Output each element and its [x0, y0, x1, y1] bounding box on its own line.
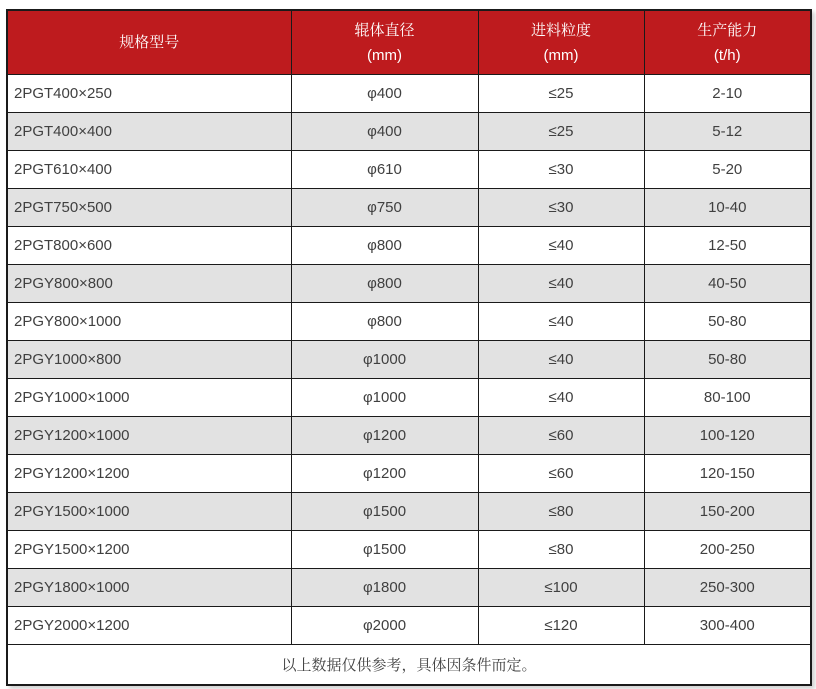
cell-model: 2PGY800×800: [7, 265, 291, 303]
cell-model: 2PGT750×500: [7, 189, 291, 227]
cell-feed-size: ≤30: [478, 151, 644, 189]
cell-feed-size: ≤40: [478, 227, 644, 265]
header-model: [7, 10, 291, 75]
cell-capacity: 50-80: [644, 341, 811, 379]
cell-feed-size: ≤40: [478, 265, 644, 303]
cell-capacity: 40-50: [644, 265, 811, 303]
cell-roller-diameter: φ750: [291, 189, 478, 227]
cell-capacity: 250-300: [644, 569, 811, 607]
cell-model: 2PGY1500×1200: [7, 531, 291, 569]
cell-roller-diameter: φ1500: [291, 531, 478, 569]
header-roller-diameter-unit: (mm): [367, 46, 402, 64]
cell-model: 2PGT610×400: [7, 151, 291, 189]
table-row: [7, 303, 811, 341]
cell-roller-diameter: φ1000: [291, 341, 478, 379]
cell-feed-size: ≤40: [478, 379, 644, 417]
header-feed-size-unit: (mm): [543, 46, 579, 64]
header-feed-size: [478, 10, 644, 75]
cell-capacity: 150-200: [644, 493, 811, 531]
table-row: [7, 75, 811, 113]
header-feed-size-label: 进料粒度: [530, 21, 591, 39]
table-row: [7, 569, 811, 607]
spec-table: [6, 9, 812, 686]
header-roller-diameter-label: 辊体直径: [354, 21, 415, 39]
header-capacity-unit: (t/h): [713, 46, 741, 64]
footer-note: 以上数据仅供参考，具体因条件而定。: [7, 645, 811, 686]
cell-roller-diameter: φ800: [291, 265, 478, 303]
table-footer: [7, 645, 811, 686]
table-row: [7, 531, 811, 569]
cell-roller-diameter: φ1500: [291, 493, 478, 531]
cell-roller-diameter: φ400: [291, 113, 478, 151]
cell-roller-diameter: φ1800: [291, 569, 478, 607]
table-row: [7, 341, 811, 379]
table-row: [7, 379, 811, 417]
header-row: [7, 10, 811, 75]
cell-capacity: 50-80: [644, 303, 811, 341]
cell-capacity: 5-12: [644, 113, 811, 151]
header-model-label: 规格型号: [119, 34, 180, 51]
header-capacity: [644, 10, 811, 75]
cell-roller-diameter: φ1200: [291, 417, 478, 455]
cell-model: 2PGY1200×1200: [7, 455, 291, 493]
cell-feed-size: ≤80: [478, 493, 644, 531]
table-row: [7, 189, 811, 227]
spec-table-container: [6, 9, 812, 686]
cell-model: 2PGY1500×1000: [7, 493, 291, 531]
footer-row: [7, 645, 811, 686]
cell-model: 2PGT400×400: [7, 113, 291, 151]
cell-feed-size: ≤30: [478, 189, 644, 227]
cell-roller-diameter: φ2000: [291, 607, 478, 645]
cell-capacity: 120-150: [644, 455, 811, 493]
cell-capacity: 12-50: [644, 227, 811, 265]
cell-capacity: 200-250: [644, 531, 811, 569]
table-row: [7, 417, 811, 455]
cell-roller-diameter: φ1000: [291, 379, 478, 417]
cell-roller-diameter: φ800: [291, 227, 478, 265]
cell-capacity: 5-20: [644, 151, 811, 189]
cell-model: 2PGY1000×1000: [7, 379, 291, 417]
cell-model: 2PGT400×250: [7, 75, 291, 113]
table-row: [7, 493, 811, 531]
cell-feed-size: ≤60: [478, 417, 644, 455]
header-capacity-label: 生产能力: [697, 21, 758, 39]
table-row: [7, 265, 811, 303]
cell-roller-diameter: φ800: [291, 303, 478, 341]
cell-feed-size: ≤40: [478, 303, 644, 341]
cell-feed-size: ≤80: [478, 531, 644, 569]
cell-model: 2PGY2000×1200: [7, 607, 291, 645]
cell-model: 2PGY800×1000: [7, 303, 291, 341]
cell-model: 2PGY1800×1000: [7, 569, 291, 607]
cell-feed-size: ≤120: [478, 607, 644, 645]
table-row: [7, 607, 811, 645]
cell-capacity: 300-400: [644, 607, 811, 645]
cell-model: 2PGY1200×1000: [7, 417, 291, 455]
table-body: [7, 75, 811, 645]
table-row: [7, 113, 811, 151]
cell-feed-size: ≤25: [478, 113, 644, 151]
table-row: [7, 151, 811, 189]
table-row: [7, 227, 811, 265]
cell-model: 2PGT800×600: [7, 227, 291, 265]
cell-capacity: 10-40: [644, 189, 811, 227]
cell-feed-size: ≤100: [478, 569, 644, 607]
cell-model: 2PGY1000×800: [7, 341, 291, 379]
table-row: [7, 455, 811, 493]
table-header: [7, 10, 811, 75]
cell-roller-diameter: φ610: [291, 151, 478, 189]
cell-roller-diameter: φ1200: [291, 455, 478, 493]
header-roller-diameter: [291, 10, 478, 75]
cell-feed-size: ≤25: [478, 75, 644, 113]
cell-capacity: 80-100: [644, 379, 811, 417]
cell-roller-diameter: φ400: [291, 75, 478, 113]
cell-feed-size: ≤60: [478, 455, 644, 493]
cell-capacity: 100-120: [644, 417, 811, 455]
cell-feed-size: ≤40: [478, 341, 644, 379]
cell-capacity: 2-10: [644, 75, 811, 113]
